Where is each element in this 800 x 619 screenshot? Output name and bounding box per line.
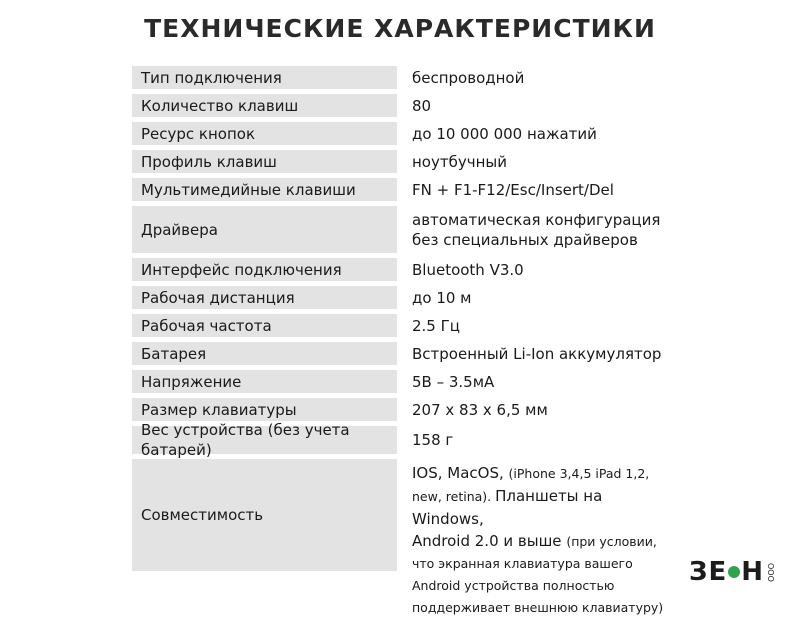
spec-row-battery	[132, 342, 672, 365]
spec-row-range	[132, 286, 672, 309]
page-title: ТЕХНИЧЕСКИЕ ХАРАКТЕРИСТИКИ	[144, 14, 656, 43]
spec-value: 80	[412, 96, 432, 115]
compat-text: new, retina).	[412, 489, 496, 504]
compat-text: что экранная клавиатура вашего	[412, 556, 633, 571]
compat-text: (при условии,	[566, 534, 657, 549]
compat-text: Android устройства полностью	[412, 578, 615, 593]
spec-label: Ресурс кнопок	[132, 122, 397, 145]
spec-label: Вес устройства (без учета батарей)	[132, 426, 397, 454]
spec-label: Тип подключения	[132, 66, 397, 89]
spec-value: 158 г	[412, 431, 454, 449]
spec-row-compatibility	[132, 459, 672, 615]
spec-label: Профиль клавиш	[132, 150, 397, 173]
spec-row-button-life	[132, 122, 672, 145]
spec-value: Bluetooth V3.0	[412, 260, 524, 279]
spec-value: до 10 000 000 нажатий	[412, 124, 597, 143]
spec-row-key-profile	[132, 150, 672, 173]
spec-row-key-count	[132, 94, 672, 117]
brand-logo	[689, 556, 779, 588]
specs-table	[132, 66, 672, 615]
spec-label: Размер клавиатуры	[132, 398, 397, 421]
compat-text: поддерживает внешнюю клавиатуру)	[412, 600, 664, 615]
logo-small-text: ООО	[766, 562, 775, 582]
spec-value: 207 х 83 х 6,5 мм	[412, 400, 548, 419]
logo-text-left: ЗЕ	[689, 557, 728, 587]
spec-value-compatibility	[397, 459, 672, 615]
spec-row-connection-type	[132, 66, 672, 89]
compat-line	[412, 530, 657, 553]
spec-label: Батарея	[132, 342, 397, 365]
spec-value: ноутбучный	[412, 152, 507, 171]
spec-label: Количество клавиш	[132, 94, 397, 117]
spec-row-drivers	[132, 206, 672, 253]
compat-text: IOS, MacOS,	[412, 464, 509, 482]
spec-row-voltage	[132, 370, 672, 393]
spec-value: беспроводной	[412, 68, 525, 87]
logo-dot-icon	[728, 566, 740, 578]
spec-label: Рабочая частота	[132, 314, 397, 337]
spec-row-interface	[132, 258, 672, 281]
spec-value: Встроенный Li-Ion аккумулятор	[412, 344, 662, 363]
compat-line	[412, 462, 649, 485]
spec-row-weight	[132, 421, 672, 459]
spec-value: FN + F1-F12/Esc/Insert/Del	[412, 180, 614, 199]
compat-text: Android 2.0 и выше	[412, 532, 567, 550]
compat-text: Планшеты на Windows,	[412, 487, 603, 528]
spec-row-frequency	[132, 314, 672, 337]
spec-label: Рабочая дистанция	[132, 286, 397, 309]
spec-label: Мультимедийные клавиши	[132, 178, 397, 201]
spec-label: Интерфейс подключения	[132, 258, 397, 281]
compat-line	[412, 485, 672, 530]
compat-text: (iPhone 3,4,5 iPad 1,2,	[508, 466, 650, 481]
logo-text-right: Н	[741, 557, 764, 587]
spec-row-size	[132, 398, 672, 421]
spec-label: Драйвера	[132, 206, 397, 253]
spec-value: автоматическая конфигурация без специальных драйверов	[412, 210, 661, 249]
spec-label: Совместимость	[132, 459, 397, 571]
spec-value: 2.5 Гц	[412, 316, 460, 335]
spec-label: Напряжение	[132, 370, 397, 393]
spec-value: 5В – 3.5мА	[412, 372, 495, 391]
spec-value: до 10 м	[412, 288, 472, 307]
spec-row-multimedia-keys	[132, 178, 672, 201]
